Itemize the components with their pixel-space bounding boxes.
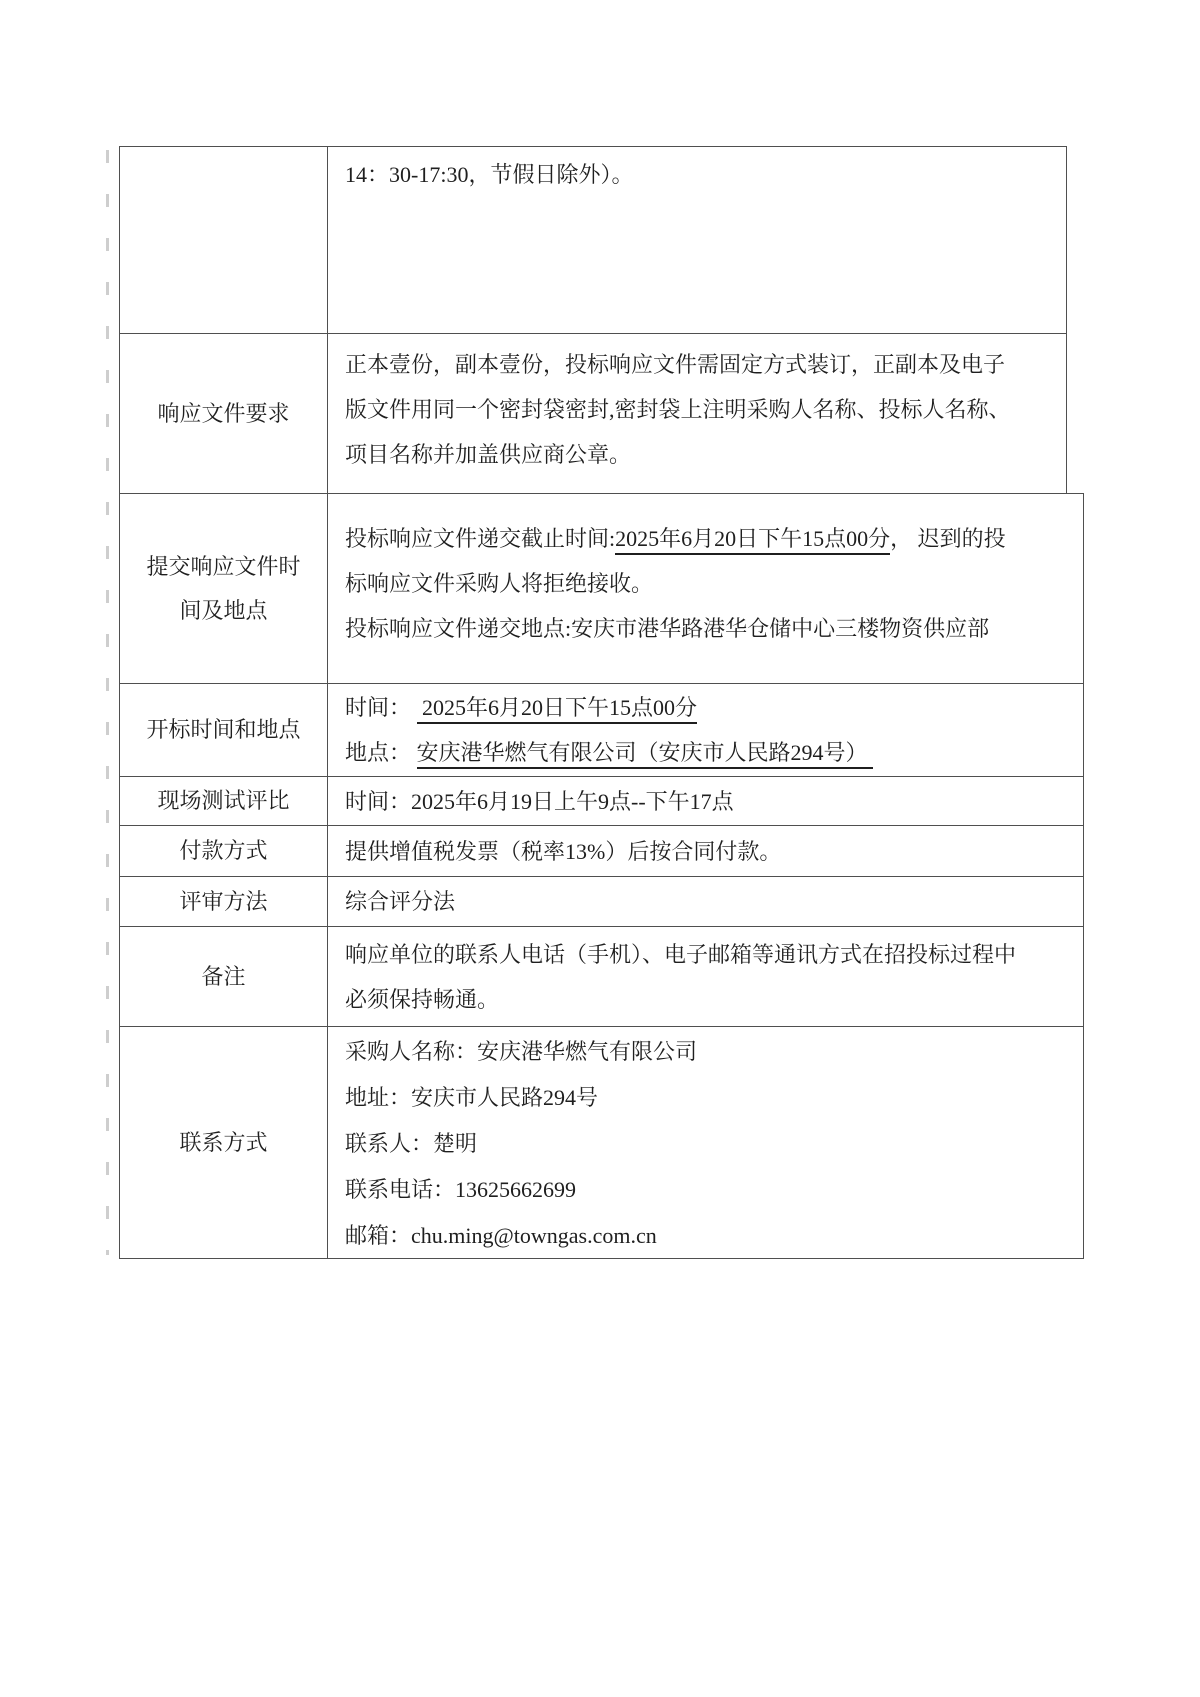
table-row-payment-method [119,825,1084,877]
opening-place-underlined-text: 安庆港华燃气有限公司（安庆市人民路294号） [417,740,874,769]
row-label-text: 评审方法 [179,888,268,914]
content-text: 必须保持畅通。 [345,987,500,1012]
deadline-underlined-text: 2025年6月20日下午15点00分 [615,526,890,555]
row-label [120,684,328,776]
table-row-evaluation-method [119,876,1084,927]
table-row-bid-opening-time-place [119,683,1084,777]
row-content [328,684,1083,776]
content-text: 时间：2025年6月19日上午9点--下午17点 [345,788,734,814]
row-content [328,494,1083,683]
content-text: 投标响应文件递交截止时间: [345,526,616,551]
row-label-text: 现场测试评比 [157,788,290,813]
row-label-text: 付款方式 [179,838,268,863]
row-label-text: 开标时间和地点 [146,717,301,742]
row-label-text: 备注 [201,963,246,989]
row-content [328,927,1083,1026]
row-label [120,494,328,683]
content-text: 地点： [345,740,417,765]
row-label-text: 联系方式 [179,1129,268,1155]
row-label-text: 提交响应文件时 [146,553,301,579]
contact-person-text: 联系人：楚明 [345,1131,478,1156]
content-text: 响应单位的联系人电话（手机）、电子邮箱等通讯方式在招投标过程中 [345,942,1017,967]
row-content [328,777,1083,825]
content-text: 提供增值税发票（税率13%）后按合同付款。 [345,838,782,864]
table-row-response-file-requirements [119,333,1067,494]
table-row-onsite-test-evaluation [119,776,1084,826]
row-label [120,877,328,926]
row-content [328,877,1083,926]
row-label [120,927,328,1026]
row-label [120,826,328,876]
content-text: 综合评分法 [345,889,456,914]
contact-email-text: 邮箱：chu.ming@towngas.com.cn [345,1223,657,1248]
row-content [328,826,1083,876]
table-row-remarks [119,926,1084,1027]
table-row-continuation [119,146,1067,334]
revision-change-bar [106,150,109,1255]
row-content [328,1027,1083,1258]
content-text: ， 迟到的投 [890,526,1006,551]
row-label-text: 间及地点 [179,597,268,623]
row-label [120,334,328,493]
content-text: 标响应文件采购人将拒绝接收。 [345,571,654,596]
content-text: 14：30-17:30，节假日除外）。 [345,162,634,187]
row-label [120,147,328,333]
row-label [120,1027,328,1258]
row-content [328,334,1066,493]
opening-time-underlined-text: 2025年6月20日下午15点00分 [417,695,698,724]
content-text: 时间： [345,695,417,720]
table-row-contact-info [119,1026,1084,1259]
content-text: 投标响应文件递交地点:安庆市港华路港华仓储中心三楼物资供应部 [345,616,990,641]
content-text: 正本壹份，副本壹份，投标响应文件需固定方式装订，正副本及电子 [345,352,1006,377]
row-label-text: 响应文件要求 [157,400,290,426]
table-row-submission-time-place [119,493,1084,684]
contact-phone-text: 联系电话：13625662699 [345,1177,577,1202]
content-text: 项目名称并加盖供应商公章。 [345,442,632,467]
row-label [120,777,328,825]
purchaser-name-text: 采购人名称：安庆港华燃气有限公司 [345,1039,698,1064]
content-text: 版文件用同一个密封袋密封,密封袋上注明采购人名称、投标人名称、 [345,397,1011,422]
address-text: 地址：安庆市人民路294号 [345,1085,599,1110]
row-content [328,147,1066,333]
